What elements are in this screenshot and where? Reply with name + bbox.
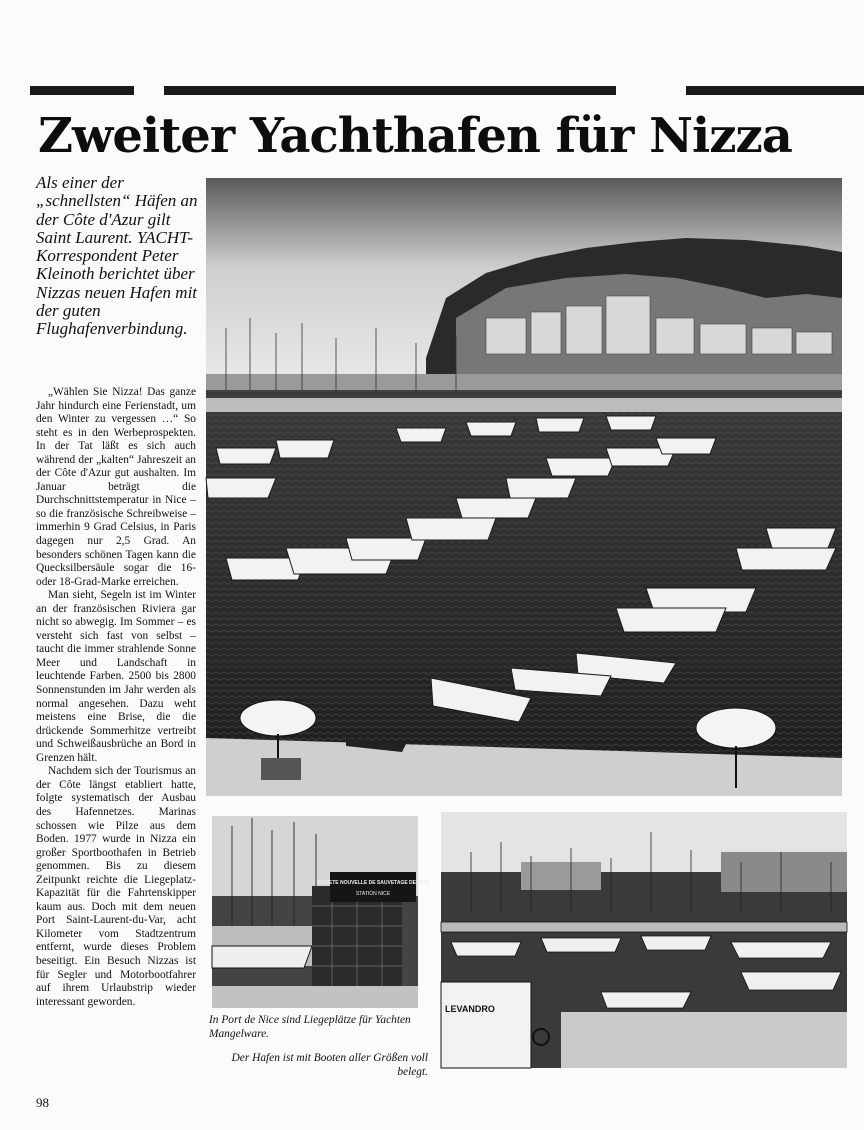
harbor-boats-photo bbox=[441, 812, 847, 1068]
rescue-sign-line2: STATION NICE bbox=[355, 891, 391, 897]
body-paragraph-3: Nachdem sich der Tourismus an der Côte längst etabliert hatte, folgte systematisch der Ausbau des Hafennetzes. Marinas schossen wie Pilze aus dem Boden. 1977 wurde in Nizza ein großer Sportboothafen in Betrieb genommen. Bis zu diesem Zeitpunkt reichte die Liegeplatz-Kapazität für die Fahrtenskipper kaum aus. Doch mit dem neuen Port Saint-Laurent-du-Var, acht Kilometer vom Stadtzentrum entfernt, wurde dieses Problem beseitigt. Ein Besuch Nizzas ist für Segler und Motorbootfahrer auf ihrem Urlaubstrip wieder interessant geworden. bbox=[36, 765, 196, 1008]
body-paragraph-1: „Wählen Sie Nizza! Das ganze Jahr hindurch eine Ferienstadt, um den Winter zu vergessen …“ So steht es in den Werbeprospekten. In der Tat läßt es sich auch während der „kalten“ Jahreszeit an der Côte d'Azur gut aushalten. Im Januar beträgt die Durchschnittstemperatur in Nice – so die französische Schreibweise – immerhin 9 Grad Celsius, in Paris dagegen nur 2,5 Grad. An besonders schönen Tagen kann die Quecksilbersäule sogar die 16- oder 18-Grad-Marke erreichen. bbox=[36, 386, 196, 588]
page-number: 98 bbox=[36, 1095, 49, 1110]
rescue-station-photo bbox=[212, 816, 430, 1008]
header-rule-right bbox=[686, 86, 864, 95]
article-title: Zweiter Yachthafen für Nizza bbox=[38, 108, 792, 164]
main-harbor-photo bbox=[206, 178, 842, 796]
header-rule-left bbox=[30, 86, 134, 95]
header-rule-middle bbox=[164, 86, 616, 95]
rescue-sign-line1: SOCIETE NOUVELLE DE SAUVETAGE DE NICE bbox=[316, 880, 430, 886]
article-body bbox=[36, 386, 196, 1009]
article-lead: Als einer der „schnellsten“ Häfen an der Côte d'Azur gilt Saint Laurent. YACHT-Korrespondent Peter Kleinoth berichtet über Nizzas neuen Hafen mit der guten Flughafenverbindung. bbox=[36, 173, 198, 339]
body-paragraph-2: Man sieht, Segeln ist im Winter an der französischen Riviera gar nicht so abwegig. Im Sommer – es versteht sich fast von selbst – taucht die immer strahlende Sonne Meer und Landschaft in leuchtende Farben. 2500 bis 2800 Sonnenstunden im Jahr werden als normal angesehen. Dazu weht meistens eine Brise, die die drückende Sommerhitze vertreibt und Schweißausbrüche an Bord in Grenzen hält. bbox=[36, 589, 196, 764]
boat-hull-lettering: LEVANDRO bbox=[445, 1004, 495, 1014]
caption-right: Der Hafen ist mit Booten aller Größen voll belegt. bbox=[231, 1052, 428, 1078]
caption-left: In Port de Nice sind Liegeplätze für Yachten Mangelware. bbox=[209, 1014, 411, 1040]
